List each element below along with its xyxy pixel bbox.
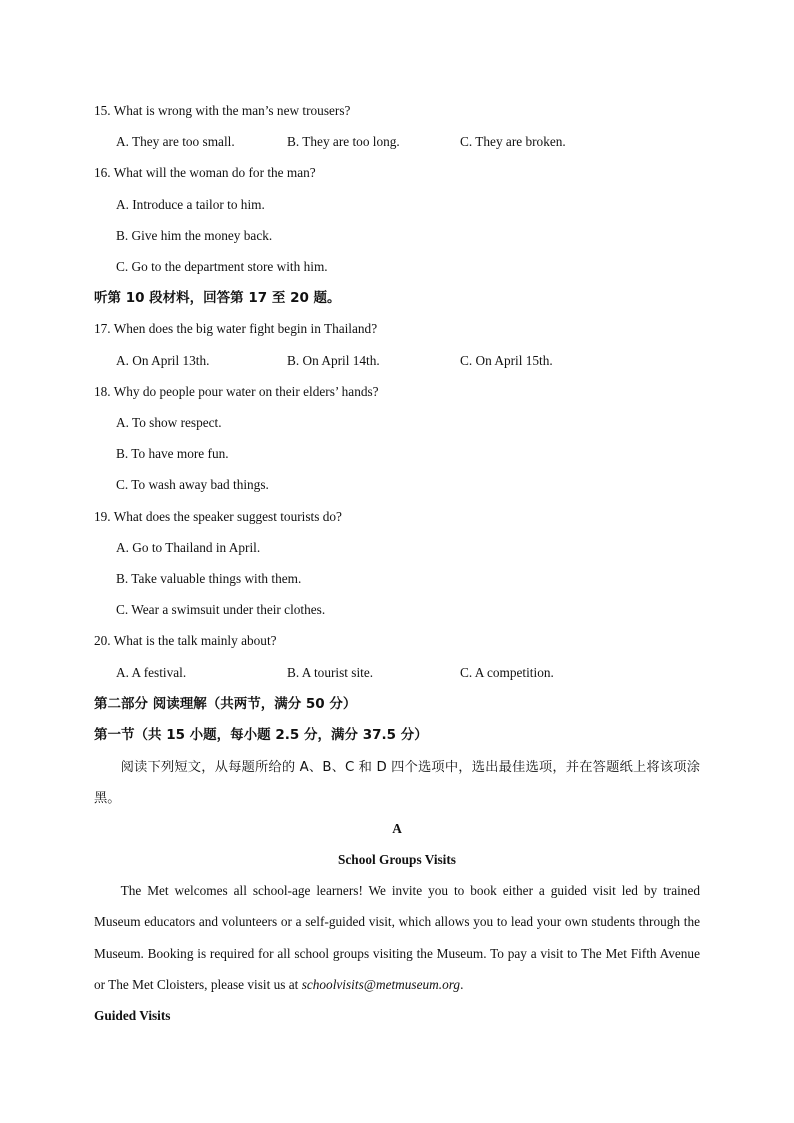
q16-option-a: A. Introduce a tailor to him. [116,197,265,212]
q16-option-b: B. Give him the money back. [116,228,273,243]
question-17: 17. When does the big water fight begin in Thailand? [94,321,378,336]
question-15: 15. What is wrong with the man’s new trousers? [94,103,351,118]
q19-option-c: C. Wear a swimsuit under their clothes. [116,602,326,617]
q16-option-c: C. Go to the department store with him. [116,259,328,274]
q20-option-b: B. A tourist site. [287,665,374,680]
passage-body: The Met welcomes all school-age learners! We invite you to book either a guided visit led by trained Museum educators and volunteers or a self-guided visit, which allows you to lead your own students through the Museum. Booking is required for all school groups visiting the Museum. To pay a visit to The Met Fifth Avenue or The Met Cloisters, please visit us at [94,883,700,992]
question-20: 20. What is the talk mainly about? [94,633,277,648]
question-16: 16. What will the woman do for the man? [94,165,316,180]
email-link[interactable]: schoolvisits@metmuseum.org [301,976,461,992]
section-1-heading: 第一节（共 15 小题，每小题 2.5 分，满分 37.5 分） [94,727,428,743]
question-19: 19. What does the speaker suggest tourists do? [94,509,342,524]
q17-option-b: B. On April 14th. [287,353,380,368]
passage-letter: A [392,821,402,836]
guided-visits-heading: Guided Visits [94,1008,171,1023]
part-2-heading: 第二部分 阅读理解（共两节，满分 50 分） [94,696,357,712]
q19-option-a: A. Go to Thailand in April. [116,540,261,555]
section-10-heading: 听第 10 段材料，回答第 17 至 20 题。 [94,290,341,306]
reading-instructions: 阅读下列短文，从每题所给的 A、B、C 和 D 四个选项中，选出最佳选项，并在答题纸上将该项涂黑。 [94,760,700,806]
q20-option-a: A. A festival. [116,665,187,680]
passage-paragraph [94,875,700,1000]
q17-option-c: C. On April 15th. [460,353,553,368]
q18-option-b: B. To have more fun. [116,446,229,461]
question-18: 18. Why do people pour water on their elders’ hands? [94,384,379,399]
passage-title: School Groups Visits [338,852,456,867]
q18-option-c: C. To wash away bad things. [116,477,269,492]
q19-option-b: B. Take valuable things with them. [116,571,302,586]
q18-option-a: A. To show respect. [116,415,222,430]
q15-option-c: C. They are broken. [460,134,566,149]
q15-option-b: B. They are too long. [287,134,400,149]
q17-option-a: A. On April 13th. [116,353,210,368]
q20-option-c: C. A competition. [460,665,554,680]
passage-body-end: . [460,976,464,992]
q15-option-a: A. They are too small. [116,134,235,149]
